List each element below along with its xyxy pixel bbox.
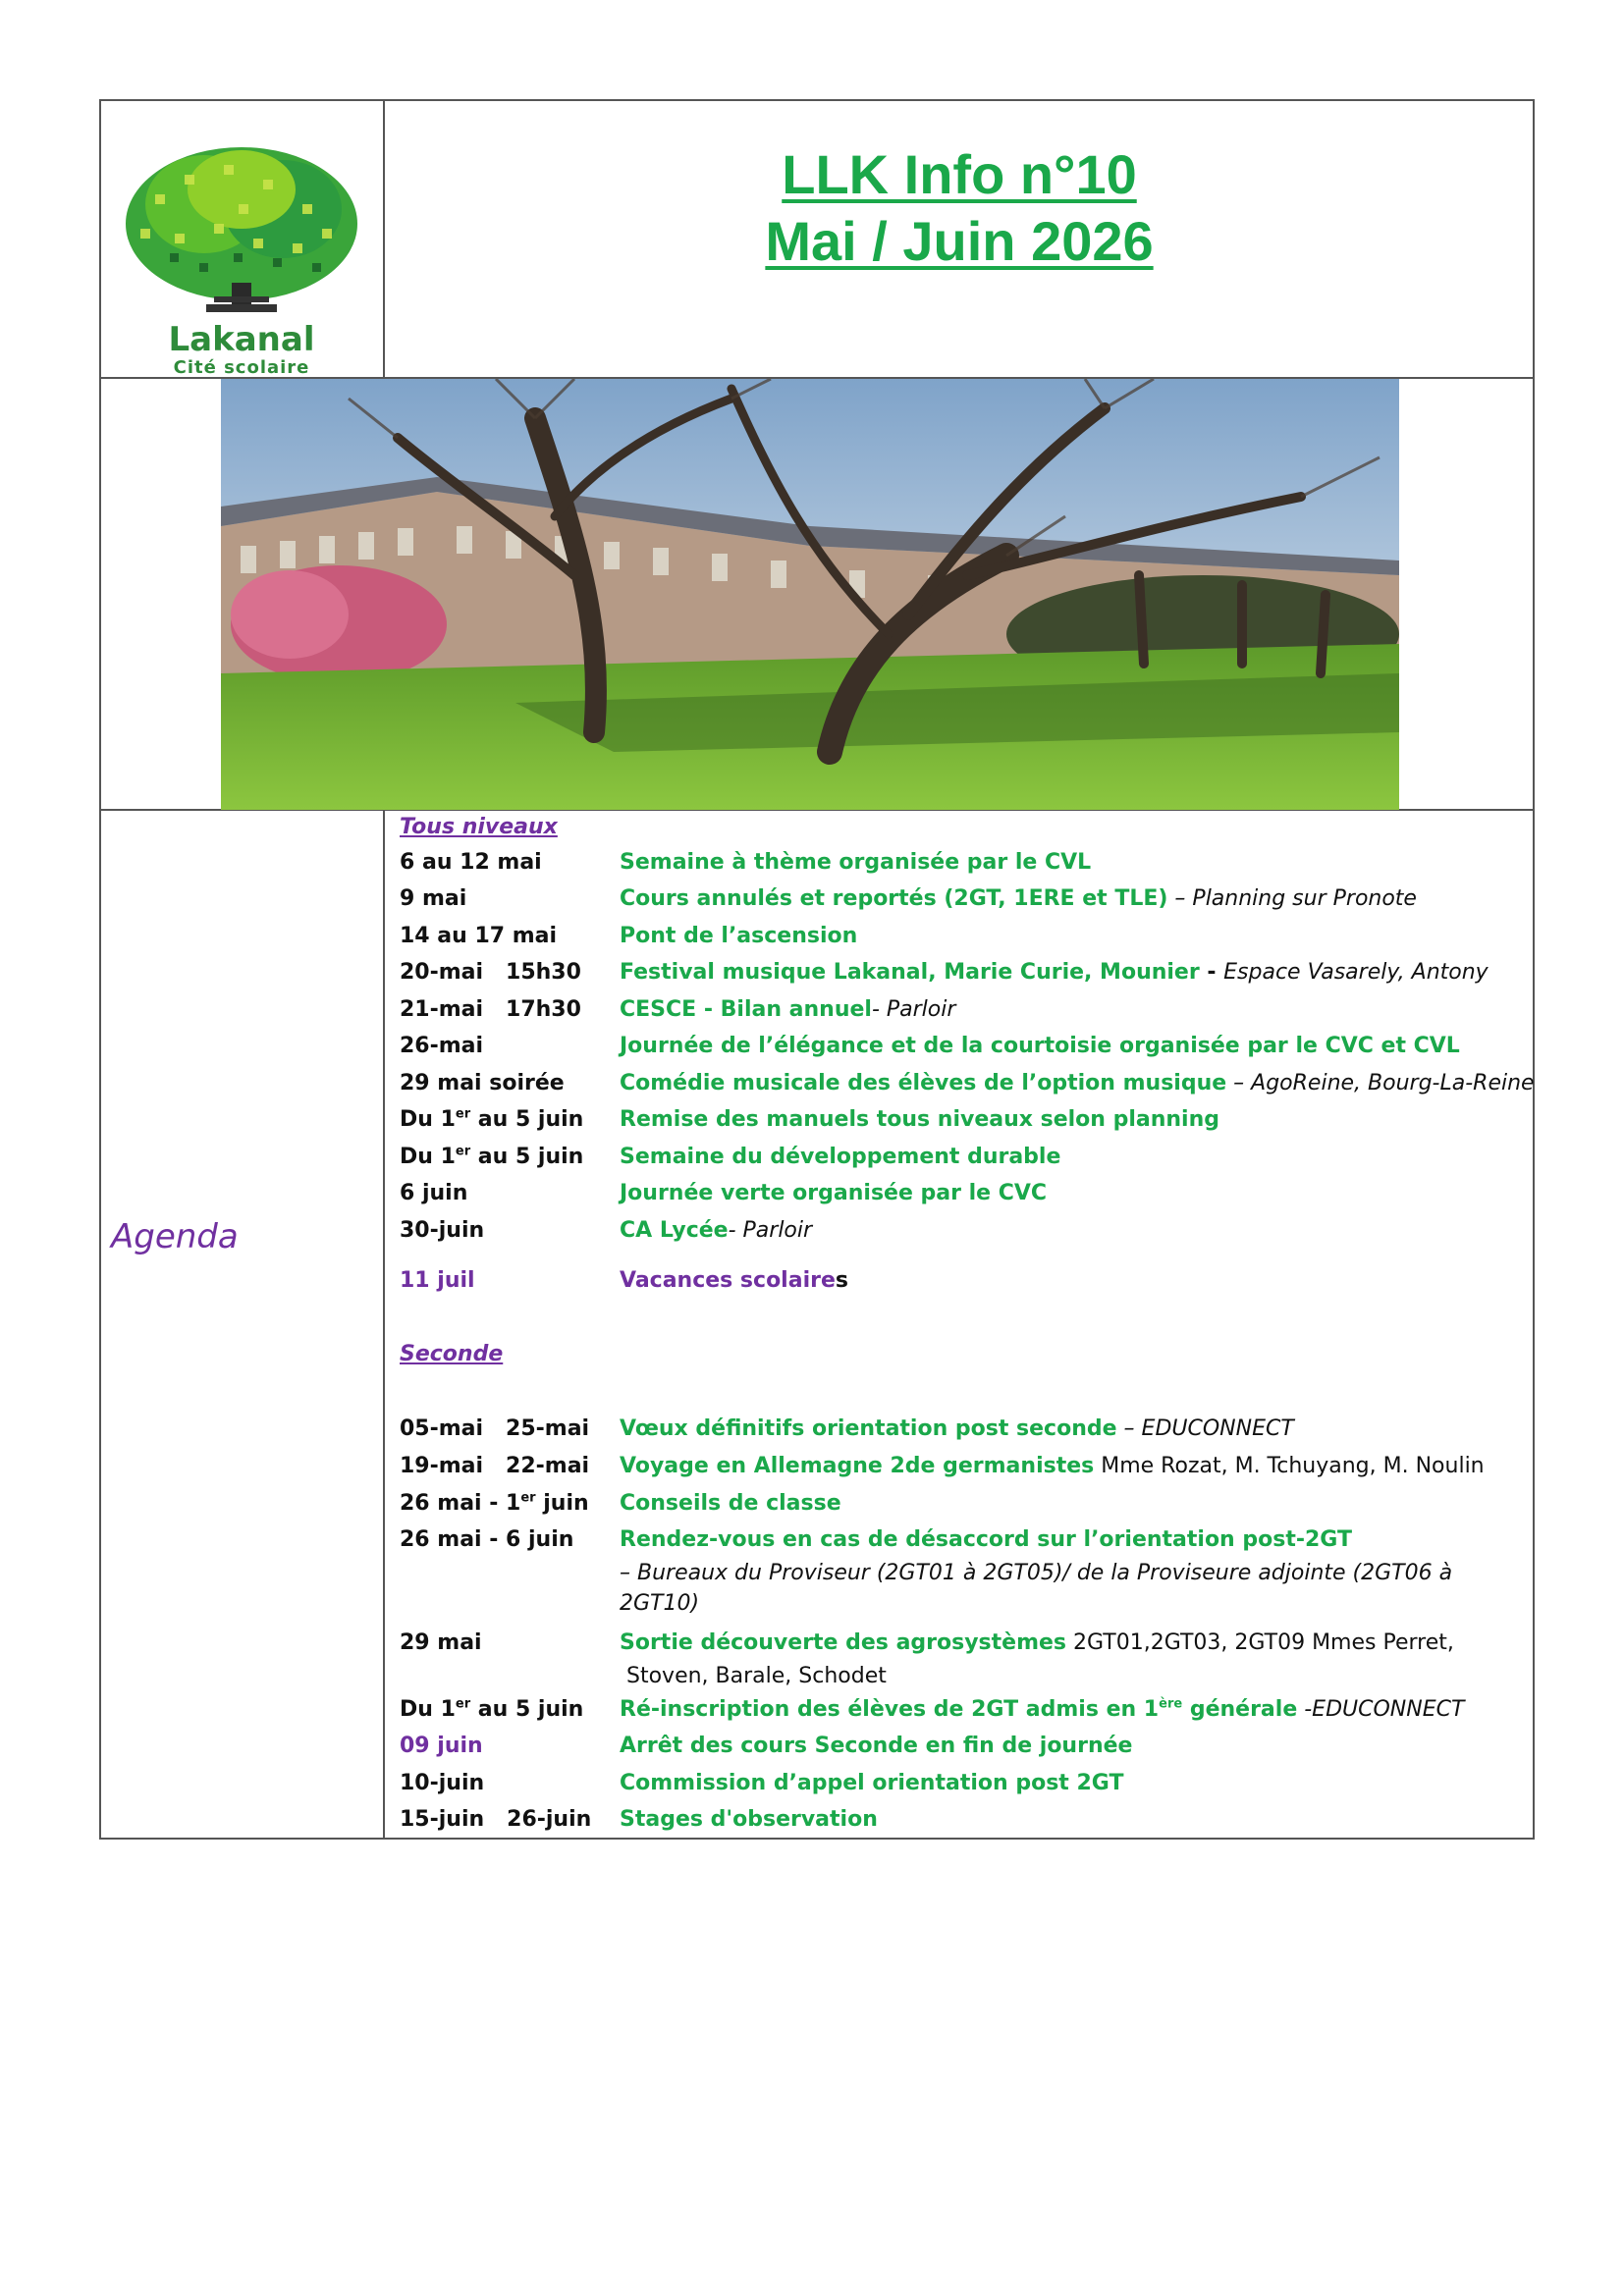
event-separator: -: [1199, 960, 1224, 985]
logo-name: Lakanal: [168, 320, 315, 359]
event-title: Commission d’appel orientation post 2GT: [620, 1771, 1124, 1795]
logo-subtitle: Cité scolaire: [173, 357, 310, 378]
event-note: 2GT10): [620, 1591, 700, 1616]
agenda-date: 30-juin: [400, 1218, 485, 1243]
event-note: - Parloir: [728, 1218, 813, 1243]
agenda-event: Vacances scolaires: [620, 1268, 848, 1293]
agenda-date: Du 1er au 5 juin: [400, 1144, 584, 1169]
event-title: Sortie découverte des agrosystèmes: [620, 1630, 1067, 1655]
agenda-date: 05-mai 25-mai: [400, 1416, 590, 1441]
newsletter-title: LLK Info n°10: [782, 143, 1137, 205]
event-title: Arrêt des cours Seconde en fin de journée: [620, 1734, 1133, 1758]
agenda-event: [620, 1629, 1454, 1657]
event-note: -EDUCONNECT: [1297, 1697, 1465, 1722]
event-title: Semaine du développement durable: [620, 1145, 1061, 1169]
event-note: – AgoReine, Bourg-La-Reine: [1226, 1071, 1535, 1095]
event-title: CESCE - Bilan annuel: [620, 997, 872, 1022]
event-note: Espace Vasarely, Antony: [1223, 960, 1489, 985]
agenda-event: [620, 1770, 1123, 1797]
agenda-event: [620, 1033, 1460, 1060]
agenda-event: [620, 1217, 812, 1245]
agenda-event: [620, 959, 1489, 987]
agenda-date: 26 mai - 6 juin: [400, 1527, 574, 1552]
agenda-label: Agenda: [111, 1217, 239, 1256]
event-title: Vœux définitifs orientation post seconde: [620, 1416, 1117, 1441]
agenda-date: 29 mai: [400, 1630, 482, 1655]
newsletter-subtitle: Mai / Juin 2026: [765, 210, 1154, 272]
agenda-date: Du 1er au 5 juin: [400, 1696, 584, 1722]
event-title: CA Lycée: [620, 1218, 729, 1243]
section-heading-seconde: Seconde: [400, 1342, 504, 1366]
agenda-date: 29 mai soirée: [400, 1071, 565, 1095]
event-title: Ré-inscription des élèves de 2GT admis en 1ère générale: [620, 1696, 1298, 1722]
agenda-date: 14 au 17 mai: [400, 924, 558, 948]
event-title: Pont de l’ascension: [620, 924, 858, 948]
event-people: Stoven, Barale, Schodet: [620, 1664, 887, 1688]
event-people: Mme Rozat, M. Tchuyang, M. Noulin: [1094, 1454, 1485, 1478]
agenda-event: [620, 1180, 1047, 1207]
school-courtyard-photo: [221, 379, 1399, 810]
agenda-date: 21-mai 17h30: [400, 997, 581, 1022]
event-title: Remise des manuels tous niveaux selon planning: [620, 1107, 1220, 1132]
table-divider-vertical-agenda: [383, 809, 385, 1840]
table-divider-vertical: [383, 99, 385, 378]
agenda-event: [620, 1106, 1219, 1134]
agenda-date: 15-juin 26-juin: [400, 1807, 592, 1832]
agenda-event: [620, 849, 1091, 877]
agenda-event: [620, 1070, 1535, 1097]
event-title: Stages d'observation: [620, 1807, 878, 1832]
agenda-event: [620, 1144, 1060, 1171]
event-title: Vacances scolaire: [620, 1268, 836, 1293]
agenda-date: 09 juin: [400, 1734, 483, 1758]
agenda-date: 6 au 12 mai: [400, 850, 542, 875]
event-title: Conseils de classe: [620, 1491, 841, 1516]
agenda-date: 26-mai: [400, 1034, 484, 1058]
event-title: Festival musique Lakanal, Marie Curie, Mounier: [620, 960, 1200, 985]
lakanal-logo: [116, 135, 367, 381]
agenda-event: [620, 1453, 1485, 1480]
agenda-event: [620, 885, 1417, 913]
event-title: Rendez-vous en cas de désaccord sur l’orientation post-2GT: [620, 1527, 1352, 1552]
event-title: Semaine à thème organisée par le CVL: [620, 850, 1092, 875]
event-note: – EDUCONNECT: [1116, 1416, 1294, 1441]
event-title: Comédie musicale des élèves de l’option musique: [620, 1071, 1227, 1095]
event-title: Journée verte organisée par le CVC: [620, 1181, 1048, 1205]
agenda-date: Du 1er au 5 juin: [400, 1106, 584, 1132]
agenda-date: 11 juil: [400, 1268, 475, 1293]
event-title: Voyage en Allemagne 2de germanistes: [620, 1454, 1095, 1478]
agenda-event: [620, 996, 955, 1024]
tree-icon: [116, 135, 367, 332]
agenda-event: [620, 1806, 878, 1834]
agenda-event: [620, 1490, 841, 1518]
agenda-event: [620, 1415, 1294, 1443]
section-heading-tous-niveaux: Tous niveaux: [400, 815, 558, 839]
agenda-date: 26 mai - 1er juin: [400, 1490, 589, 1516]
event-note: – Bureaux du Proviseur (2GT01 à 2GT05)/ de la Proviseure adjointe (2GT06 à: [620, 1561, 1453, 1585]
event-title: Journée de l’élégance et de la courtoisie organisée par le CVC et CVL: [620, 1034, 1460, 1058]
agenda-date: 10-juin: [400, 1771, 485, 1795]
event-note: – Planning sur Pronote: [1167, 886, 1417, 911]
event-title: Cours annulés et reportés (2GT, 1ERE et TLE): [620, 886, 1168, 911]
agenda-event: [620, 1526, 1352, 1554]
agenda-event: [620, 1733, 1132, 1760]
agenda-date: 6 juin: [400, 1181, 468, 1205]
event-note: - Parloir: [871, 997, 956, 1022]
agenda-date: 9 mai: [400, 886, 467, 911]
event-people: 2GT01,2GT03, 2GT09 Mmes Perret,: [1066, 1630, 1454, 1655]
agenda-date: 19-mai 22-mai: [400, 1454, 590, 1478]
agenda-date: 20-mai 15h30: [400, 960, 581, 985]
agenda-event: [620, 1696, 1464, 1724]
agenda-event: [620, 923, 857, 950]
